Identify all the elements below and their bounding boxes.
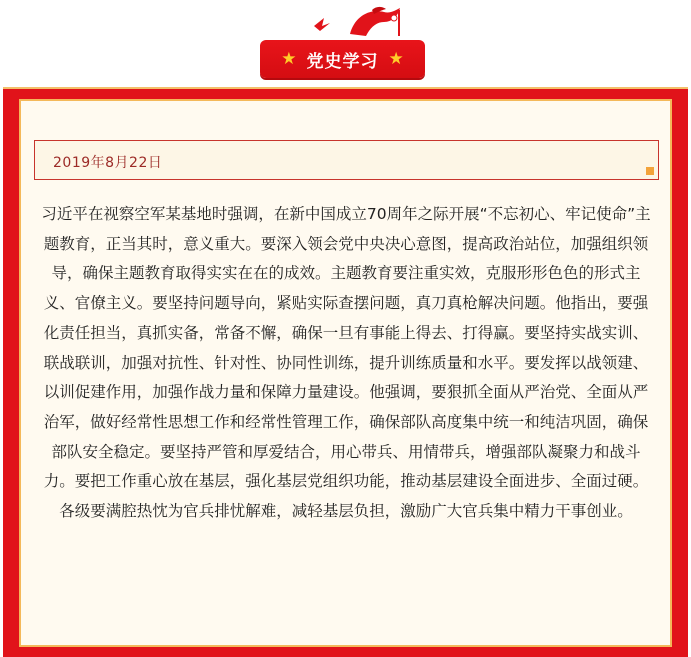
star-icon: ★ [388, 48, 404, 69]
section-title: 党史学习 [306, 51, 379, 72]
section-title-badge [260, 40, 425, 78]
star-icon: ★ [281, 48, 297, 69]
date-box [34, 140, 659, 180]
article-date: 2019年8月22日 [53, 155, 163, 171]
page-header [0, 0, 691, 90]
dove-flag-emblem-icon [310, 4, 406, 38]
corner-decoration [646, 167, 654, 175]
article-body: 习近平在视察空军某基地时强调，在新中国成立70周年之际开展“不忘初心、牢记使命”主题教育，正当其时，意义重大。要深入领会党中央决心意图，提高政治站位，加强组织领导，确保主题教育取得实实在在的成效。主题教育要注重实效，克服形形色色的形式主义、官僚主义。要坚持问题导向，紧贴实际查摆问题，真刀真枪解决问题。他指出，要强化责任担当，真抓实备，常备不懈，确保一旦有事能上得去、打得赢。要坚持实战实训、联战联训，加强对抗性、针对性、协同性训练，提升训练质量和水平。要发挥以战领建、以训促建作用，加强作战力量和保障力量建设。他强调，要狠抓全面从严治党、全面从严治军，做好经常性思想工作和经常性管理工作，确保部队高度集中统一和纯洁巩固，确保部队安全稳定。要坚持严管和厚爱结合，用心带兵、用情带兵，增强部队凝聚力和战斗力。要把工作重心放在基层，强化基层党组织功能，推动基层建设全面进步、全面过硬。各级要满腔热忱为官兵排忧解难，减轻基层负担，激励广大官兵集中精力干事创业。 [41, 205, 651, 521]
